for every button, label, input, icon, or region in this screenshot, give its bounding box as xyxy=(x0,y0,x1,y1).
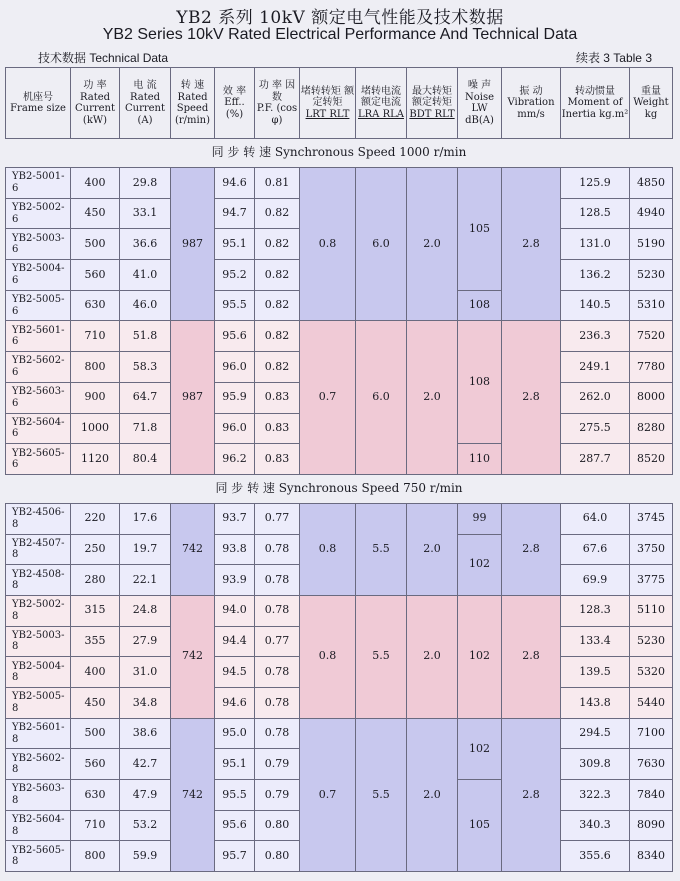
vibration: 2.8 xyxy=(502,168,561,321)
current-a: 64.7 xyxy=(120,382,171,413)
power-kw: 280 xyxy=(71,565,120,596)
weight-kg: 8090 xyxy=(630,810,673,841)
weight-kg: 5440 xyxy=(630,688,673,719)
vibration: 2.8 xyxy=(502,321,561,474)
current-a: 53.2 xyxy=(120,810,171,841)
lrt-ratio: 0.7 xyxy=(300,718,356,871)
noise-db: 99 xyxy=(458,503,502,534)
efficiency: 94.6 xyxy=(215,688,255,719)
weight-kg: 5110 xyxy=(630,595,673,626)
current-a: 46.0 xyxy=(120,290,171,321)
current-a: 41.0 xyxy=(120,260,171,291)
bdt-ratio: 2.0 xyxy=(407,595,458,718)
power-factor: 0.78 xyxy=(255,565,300,596)
moment-of-inertia: 275.5 xyxy=(561,413,630,444)
subtitle-right: 续表 3 Table 3 xyxy=(575,51,652,65)
efficiency: 94.7 xyxy=(215,198,255,229)
current-a: 80.4 xyxy=(120,444,171,475)
moment-of-inertia: 139.5 xyxy=(561,657,630,688)
efficiency: 95.7 xyxy=(215,841,255,872)
moment-of-inertia: 294.5 xyxy=(561,718,630,749)
weight-kg: 8280 xyxy=(630,413,673,444)
current-a: 27.9 xyxy=(120,626,171,657)
col-efficiency: 效 率 Eff.. (%) xyxy=(215,68,255,139)
power-factor: 0.78 xyxy=(255,688,300,719)
power-factor: 0.78 xyxy=(255,718,300,749)
power-factor: 0.82 xyxy=(255,229,300,260)
efficiency: 95.2 xyxy=(215,260,255,291)
moment-of-inertia: 125.9 xyxy=(561,168,630,199)
weight-kg: 7630 xyxy=(630,749,673,780)
moment-of-inertia: 322.3 xyxy=(561,780,630,811)
frame-size: YB2-5601-6 xyxy=(6,321,71,352)
weight-kg: 5230 xyxy=(630,260,673,291)
weight-kg: 8340 xyxy=(630,841,673,872)
current-a: 29.8 xyxy=(120,168,171,199)
vibration: 2.8 xyxy=(502,503,561,595)
efficiency: 96.0 xyxy=(215,352,255,383)
power-factor: 0.78 xyxy=(255,657,300,688)
current-a: 36.6 xyxy=(120,229,171,260)
technical-data-table xyxy=(5,67,673,872)
efficiency: 95.6 xyxy=(215,810,255,841)
noise-db: 110 xyxy=(458,444,502,475)
section-header xyxy=(6,139,673,168)
moment-of-inertia: 128.3 xyxy=(561,595,630,626)
rated-speed: 987 xyxy=(171,321,215,474)
lra-ratio: 5.5 xyxy=(356,503,407,595)
current-a: 51.8 xyxy=(120,321,171,352)
power-kw: 220 xyxy=(71,503,120,534)
weight-kg: 5320 xyxy=(630,657,673,688)
bdt-ratio: 2.0 xyxy=(407,321,458,474)
power-kw: 400 xyxy=(71,168,120,199)
efficiency: 95.5 xyxy=(215,290,255,321)
section-header xyxy=(6,474,673,503)
col-lrt: 堵转转矩 额定转矩 LRT RLT xyxy=(300,68,356,139)
rated-speed: 742 xyxy=(171,718,215,871)
col-lra: 堵转电流 额定电流 LRA RLA xyxy=(356,68,407,139)
power-kw: 900 xyxy=(71,382,120,413)
moment-of-inertia: 309.8 xyxy=(561,749,630,780)
moment-of-inertia: 287.7 xyxy=(561,444,630,475)
lrt-ratio: 0.8 xyxy=(300,595,356,718)
power-kw: 450 xyxy=(71,198,120,229)
frame-size: YB2-5004-8 xyxy=(6,657,71,688)
weight-kg: 7520 xyxy=(630,321,673,352)
power-kw: 315 xyxy=(71,595,120,626)
power-factor: 0.82 xyxy=(255,321,300,352)
power-kw: 500 xyxy=(71,718,120,749)
power-kw: 560 xyxy=(71,260,120,291)
weight-kg: 7840 xyxy=(630,780,673,811)
efficiency: 96.2 xyxy=(215,444,255,475)
moment-of-inertia: 131.0 xyxy=(561,229,630,260)
current-a: 58.3 xyxy=(120,352,171,383)
header-row xyxy=(6,68,673,139)
frame-size: YB2-5602-8 xyxy=(6,749,71,780)
efficiency: 95.0 xyxy=(215,718,255,749)
moment-of-inertia: 136.2 xyxy=(561,260,630,291)
power-factor: 0.79 xyxy=(255,780,300,811)
current-a: 33.1 xyxy=(120,198,171,229)
moment-of-inertia: 128.5 xyxy=(561,198,630,229)
moment-of-inertia: 67.6 xyxy=(561,534,630,565)
col-bdt: 最大转矩 额定转矩 BDT RLT xyxy=(407,68,458,139)
current-a: 34.8 xyxy=(120,688,171,719)
frame-size: YB2-5004-6 xyxy=(6,260,71,291)
efficiency: 95.1 xyxy=(215,229,255,260)
power-kw: 800 xyxy=(71,841,120,872)
section-label: 同 步 转 速 Synchronous Speed 1000 r/min xyxy=(211,145,467,160)
table-row xyxy=(6,595,673,626)
power-factor: 0.81 xyxy=(255,168,300,199)
lrt-ratio: 0.7 xyxy=(300,321,356,474)
power-factor: 0.78 xyxy=(255,534,300,565)
moment-of-inertia: 140.5 xyxy=(561,290,630,321)
rated-speed: 742 xyxy=(171,595,215,718)
current-a: 17.6 xyxy=(120,503,171,534)
current-a: 24.8 xyxy=(120,595,171,626)
frame-size: YB2-5604-6 xyxy=(6,413,71,444)
efficiency: 95.6 xyxy=(215,321,255,352)
weight-kg: 7100 xyxy=(630,718,673,749)
noise-db: 102 xyxy=(458,534,502,595)
noise-db: 105 xyxy=(458,168,502,291)
frame-size: YB2-5604-8 xyxy=(6,810,71,841)
power-kw: 355 xyxy=(71,626,120,657)
section-label: 同 步 转 速 Synchronous Speed 750 r/min xyxy=(215,480,463,495)
lrt-ratio: 0.8 xyxy=(300,503,356,595)
weight-kg: 8520 xyxy=(630,444,673,475)
noise-db: 102 xyxy=(458,595,502,718)
efficiency: 94.4 xyxy=(215,626,255,657)
power-kw: 630 xyxy=(71,290,120,321)
col-inertia: 转动惯量 Moment of Inertia kg.m² xyxy=(561,68,630,139)
efficiency: 95.5 xyxy=(215,780,255,811)
power-kw: 500 xyxy=(71,229,120,260)
power-factor: 0.80 xyxy=(255,841,300,872)
frame-size: YB2-5602-6 xyxy=(6,352,71,383)
moment-of-inertia: 133.4 xyxy=(561,626,630,657)
frame-size: YB2-5003-8 xyxy=(6,626,71,657)
weight-kg: 5310 xyxy=(630,290,673,321)
table-row xyxy=(6,503,673,534)
moment-of-inertia: 143.8 xyxy=(561,688,630,719)
frame-size: YB2-5601-8 xyxy=(6,718,71,749)
noise-db: 108 xyxy=(458,290,502,321)
lra-ratio: 6.0 xyxy=(356,321,407,474)
vibration: 2.8 xyxy=(502,718,561,871)
power-kw: 400 xyxy=(71,657,120,688)
weight-kg: 7780 xyxy=(630,352,673,383)
col-noise: 噪 声 Noise LW dB(A) xyxy=(458,68,502,139)
bdt-ratio: 2.0 xyxy=(407,503,458,595)
col-weight: 重量 Weight kg xyxy=(630,68,673,139)
power-kw: 800 xyxy=(71,352,120,383)
frame-size: YB2-5003-6 xyxy=(6,229,71,260)
weight-kg: 4850 xyxy=(630,168,673,199)
efficiency: 95.1 xyxy=(215,749,255,780)
power-factor: 0.77 xyxy=(255,626,300,657)
power-factor: 0.79 xyxy=(255,749,300,780)
moment-of-inertia: 236.3 xyxy=(561,321,630,352)
col-current: 电 流 Rated Current (A) xyxy=(120,68,171,139)
lrt-ratio: 0.8 xyxy=(300,168,356,321)
efficiency: 93.7 xyxy=(215,503,255,534)
power-factor: 0.83 xyxy=(255,413,300,444)
power-factor: 0.78 xyxy=(255,595,300,626)
lra-ratio: 5.5 xyxy=(356,718,407,871)
weight-kg: 4940 xyxy=(630,198,673,229)
table-row xyxy=(6,718,673,749)
col-power-factor: 功 率 因 数 P.F. (cos φ) xyxy=(255,68,300,139)
title-cn: YB2 系列 10kV 额定电气性能及技术数据 xyxy=(176,8,504,28)
power-kw: 250 xyxy=(71,534,120,565)
weight-kg: 8000 xyxy=(630,382,673,413)
current-a: 19.7 xyxy=(120,534,171,565)
bdt-ratio: 2.0 xyxy=(407,718,458,871)
subtitle-left: 技术数据 Technical Data xyxy=(38,51,169,65)
frame-size: YB2-4507-8 xyxy=(6,534,71,565)
efficiency: 93.9 xyxy=(215,565,255,596)
power-factor: 0.82 xyxy=(255,260,300,291)
power-kw: 560 xyxy=(71,749,120,780)
rated-speed: 742 xyxy=(171,503,215,595)
efficiency: 94.0 xyxy=(215,595,255,626)
current-a: 59.9 xyxy=(120,841,171,872)
moment-of-inertia: 340.3 xyxy=(561,810,630,841)
efficiency: 95.9 xyxy=(215,382,255,413)
power-kw: 630 xyxy=(71,780,120,811)
efficiency: 93.8 xyxy=(215,534,255,565)
power-factor: 0.77 xyxy=(255,503,300,534)
frame-size: YB2-4506-8 xyxy=(6,503,71,534)
noise-db: 105 xyxy=(458,780,502,872)
frame-size: YB2-5603-6 xyxy=(6,382,71,413)
col-power: 功 率 Rated Current (kW) xyxy=(71,68,120,139)
vibration: 2.8 xyxy=(502,595,561,718)
power-kw: 1000 xyxy=(71,413,120,444)
frame-size: YB2-5005-8 xyxy=(6,688,71,719)
efficiency: 96.0 xyxy=(215,413,255,444)
power-factor: 0.82 xyxy=(255,198,300,229)
current-a: 22.1 xyxy=(120,565,171,596)
weight-kg: 5190 xyxy=(630,229,673,260)
power-kw: 450 xyxy=(71,688,120,719)
weight-kg: 5230 xyxy=(630,626,673,657)
power-kw: 710 xyxy=(71,810,120,841)
frame-size: YB2-5605-8 xyxy=(6,841,71,872)
frame-size: YB2-5603-8 xyxy=(6,780,71,811)
bdt-ratio: 2.0 xyxy=(407,168,458,321)
frame-size: YB2-5605-6 xyxy=(6,444,71,475)
rated-speed: 987 xyxy=(171,168,215,321)
moment-of-inertia: 355.6 xyxy=(561,841,630,872)
col-vibration: 振 动 Vibration mm/s xyxy=(502,68,561,139)
power-factor: 0.80 xyxy=(255,810,300,841)
moment-of-inertia: 262.0 xyxy=(561,382,630,413)
efficiency: 94.5 xyxy=(215,657,255,688)
frame-size: YB2-5005-6 xyxy=(6,290,71,321)
power-factor: 0.83 xyxy=(255,444,300,475)
power-kw: 1120 xyxy=(71,444,120,475)
table-row xyxy=(6,321,673,352)
moment-of-inertia: 64.0 xyxy=(561,503,630,534)
efficiency: 94.6 xyxy=(215,168,255,199)
col-speed: 转 速 Rated Speed (r/min) xyxy=(171,68,215,139)
current-a: 38.6 xyxy=(120,718,171,749)
noise-db: 108 xyxy=(458,321,502,444)
col-frame-size: 机座号 Frame size xyxy=(6,68,71,139)
weight-kg: 3750 xyxy=(630,534,673,565)
power-kw: 710 xyxy=(71,321,120,352)
frame-size: YB2-4508-8 xyxy=(6,565,71,596)
frame-size: YB2-5001-6 xyxy=(6,168,71,199)
power-factor: 0.82 xyxy=(255,290,300,321)
title-en: YB2 Series 10kV Rated Electrical Performance And Technical Data xyxy=(102,26,578,43)
weight-kg: 3775 xyxy=(630,565,673,596)
weight-kg: 3745 xyxy=(630,503,673,534)
current-a: 42.7 xyxy=(120,749,171,780)
current-a: 47.9 xyxy=(120,780,171,811)
table-row xyxy=(6,168,673,199)
power-factor: 0.83 xyxy=(255,382,300,413)
frame-size: YB2-5002-8 xyxy=(6,595,71,626)
lra-ratio: 5.5 xyxy=(356,595,407,718)
moment-of-inertia: 69.9 xyxy=(561,565,630,596)
current-a: 71.8 xyxy=(120,413,171,444)
power-factor: 0.82 xyxy=(255,352,300,383)
lra-ratio: 6.0 xyxy=(356,168,407,321)
moment-of-inertia: 249.1 xyxy=(561,352,630,383)
frame-size: YB2-5002-6 xyxy=(6,198,71,229)
noise-db: 102 xyxy=(458,718,502,779)
current-a: 31.0 xyxy=(120,657,171,688)
